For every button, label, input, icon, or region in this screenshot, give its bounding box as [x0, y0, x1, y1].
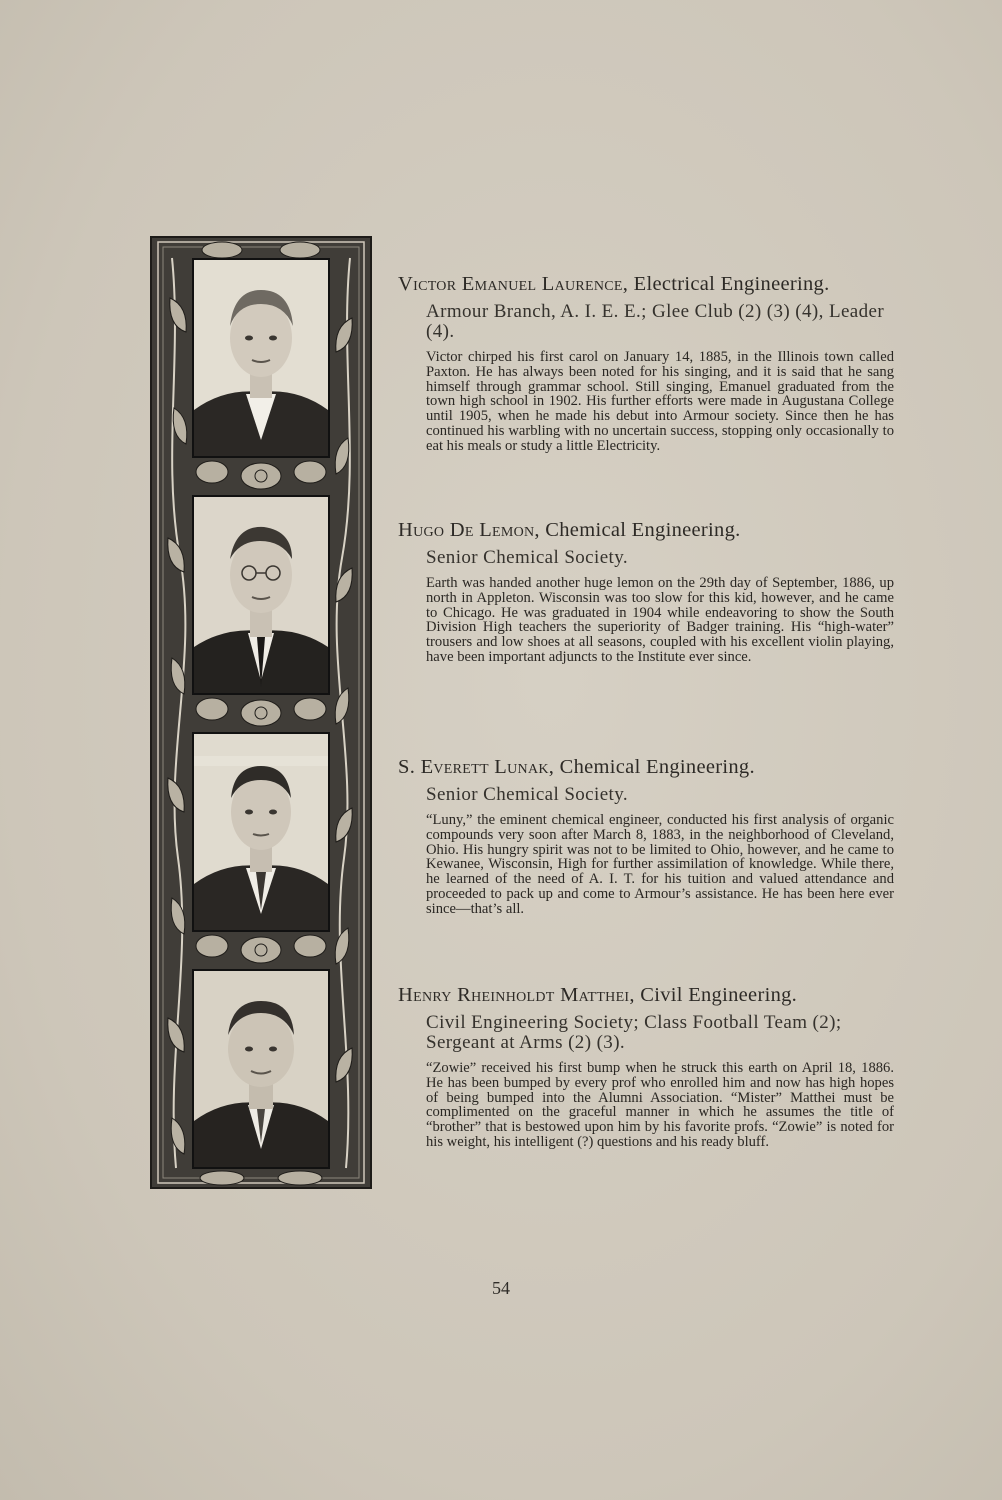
portrait-photo-laurence	[192, 258, 330, 458]
student-name-heading	[398, 983, 894, 1007]
portrait-photo-lunak	[192, 732, 330, 932]
affiliations: Armour Branch, A. I. E. E.; Glee Club (2) (3) (4), Leader (4).	[426, 301, 885, 342]
portrait-strip	[150, 236, 372, 1189]
affiliations: Civil Engineering Society; Class Football Team (2); Sergeant at Arms (2) (3).	[426, 1012, 842, 1053]
portrait-figure	[194, 260, 328, 456]
middle-name: Emanuel	[461, 273, 537, 295]
affiliations: Senior Chemical Society.	[426, 784, 629, 805]
biography-text: Earth was handed another huge lemon on the 29th day of September, 1886, up north in Appleton. Wisconsin was too slow for this kid, however, and he came to Chicago. He was graduated in 1904 while endeavoring to show the South Division High teachers the superiority of Badger training. His “high-water” trousers and low shoes at all seasons, coupled with his excellent violin playing, have been important adjuncts to the Institute ever since.	[426, 575, 894, 665]
first-name: Hugo	[398, 519, 445, 541]
portrait-figure	[194, 497, 328, 693]
biography-entry-lunak	[398, 755, 894, 917]
student-name-heading	[398, 518, 894, 542]
student-name-heading	[398, 755, 894, 779]
department: Civil Engineering.	[634, 984, 798, 1006]
portrait-figure	[194, 734, 328, 930]
portrait-photo-matthei	[192, 969, 330, 1169]
biography-text: “Zowie” received his first bump when he struck this earth on April 18, 1886. He has been bumped by every prof who enrolled him and now has high hopes of being bumped into the Alumni Association. “Mister” Matthei must be complimented on the graceful manner in which he assumes the title of “brother” that is bestowed upon him by his favorite profs. “Zowie” is noted for his weight, his intelligent (?) questions and his ready bluff.	[426, 1060, 894, 1150]
portrait-photo-de-lemon	[192, 495, 330, 695]
department: Chemical Engineering.	[554, 756, 755, 778]
affiliations: Senior Chemical Society.	[426, 547, 629, 568]
first-name: Henry	[398, 984, 452, 1006]
last-name: Laurence,	[541, 273, 629, 295]
biography-entry-de-lemon	[398, 518, 894, 665]
biography-entry-laurence	[398, 272, 894, 454]
last-name: Matthei,	[560, 984, 635, 1006]
department: Electrical Engineering.	[628, 273, 830, 295]
page-number: 54	[492, 1278, 510, 1298]
middle-name: Rheinholdt	[457, 984, 555, 1006]
student-name-heading	[398, 272, 894, 296]
portrait-figure	[194, 971, 328, 1167]
biography-entry-matthei	[398, 983, 894, 1150]
last-name: Lunak,	[494, 756, 555, 778]
middle-name: Everett	[420, 756, 489, 778]
department: Chemical Engineering.	[539, 519, 741, 541]
middle-name: De	[449, 519, 474, 541]
first-name: S.	[398, 756, 416, 778]
last-name: Lemon,	[479, 519, 540, 541]
biography-text: “Luny,” the eminent chemical engineer, conducted his first analysis of organic compounds very soon after March 8, 1883, in the neighborhood of Cleveland, Ohio. His hungry spirit was not to be limited to Ohio, however, and he came to Kewanee, Wisconsin, High for further assimilation of knowledge. While there, he learned of the need of A. I. T. for his tuition and valued attendance and proceeded to pack up and come to Armour’s assistance. He has been here ever since—that’s all.	[426, 812, 894, 917]
biography-text: Victor chirped his first carol on January 14, 1885, in the Illinois town called Paxton. He has always been noted for his singing, and it is said that he sang himself through grammar school. Still singing, Emanuel graduated from the town high school in 1902. His further efforts were made in Augustana College until 1905, when he made his debut into Armour society. Since then he has continued his warbling with no uncertain success, stopping only occasionally to eat his meals or study a little Electricity.	[426, 349, 894, 454]
first-name: Victor	[398, 273, 457, 295]
